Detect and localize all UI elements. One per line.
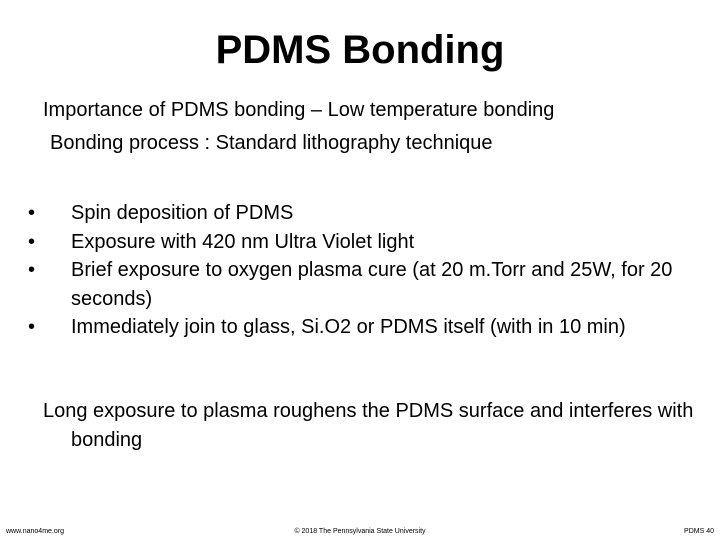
bullet-text: Brief exposure to oxygen plasma cure (at 20 m.Torr and 25W, for 20 seconds) xyxy=(71,259,673,310)
bullet-icon: • xyxy=(28,316,36,338)
list-item xyxy=(28,199,698,228)
bullet-icon: • xyxy=(28,259,36,281)
intro-text xyxy=(43,94,703,160)
bullet-text: Spin deposition of PDMS xyxy=(71,202,294,224)
bullet-text: Exposure with 420 nm Ultra Violet light xyxy=(71,230,415,253)
bullet-text: Immediately join to glass, Si.O2 or PDMS itself (with in 10 min) xyxy=(71,316,626,338)
footer-website: www.nano4me.org xyxy=(6,528,64,535)
footer-copyright: © 2018 The Pennsylvania State University xyxy=(294,528,426,535)
footer-page-number: PDMS 40 xyxy=(684,528,714,535)
bullet-list xyxy=(28,199,698,342)
intro-line-process: Bonding process : Standard lithography technique xyxy=(50,132,493,154)
intro-line-importance: Importance of PDMS bonding – Low temperature bonding xyxy=(43,99,555,121)
bullet-icon: • xyxy=(28,230,36,253)
list-item xyxy=(28,256,698,313)
closing-note: Long exposure to plasma roughens the PDMS surface and interferes with bonding xyxy=(43,400,694,451)
list-item xyxy=(28,228,698,257)
bullet-icon: • xyxy=(28,202,36,224)
list-item xyxy=(28,313,698,342)
slide-title: PDMS Bonding xyxy=(215,28,505,72)
